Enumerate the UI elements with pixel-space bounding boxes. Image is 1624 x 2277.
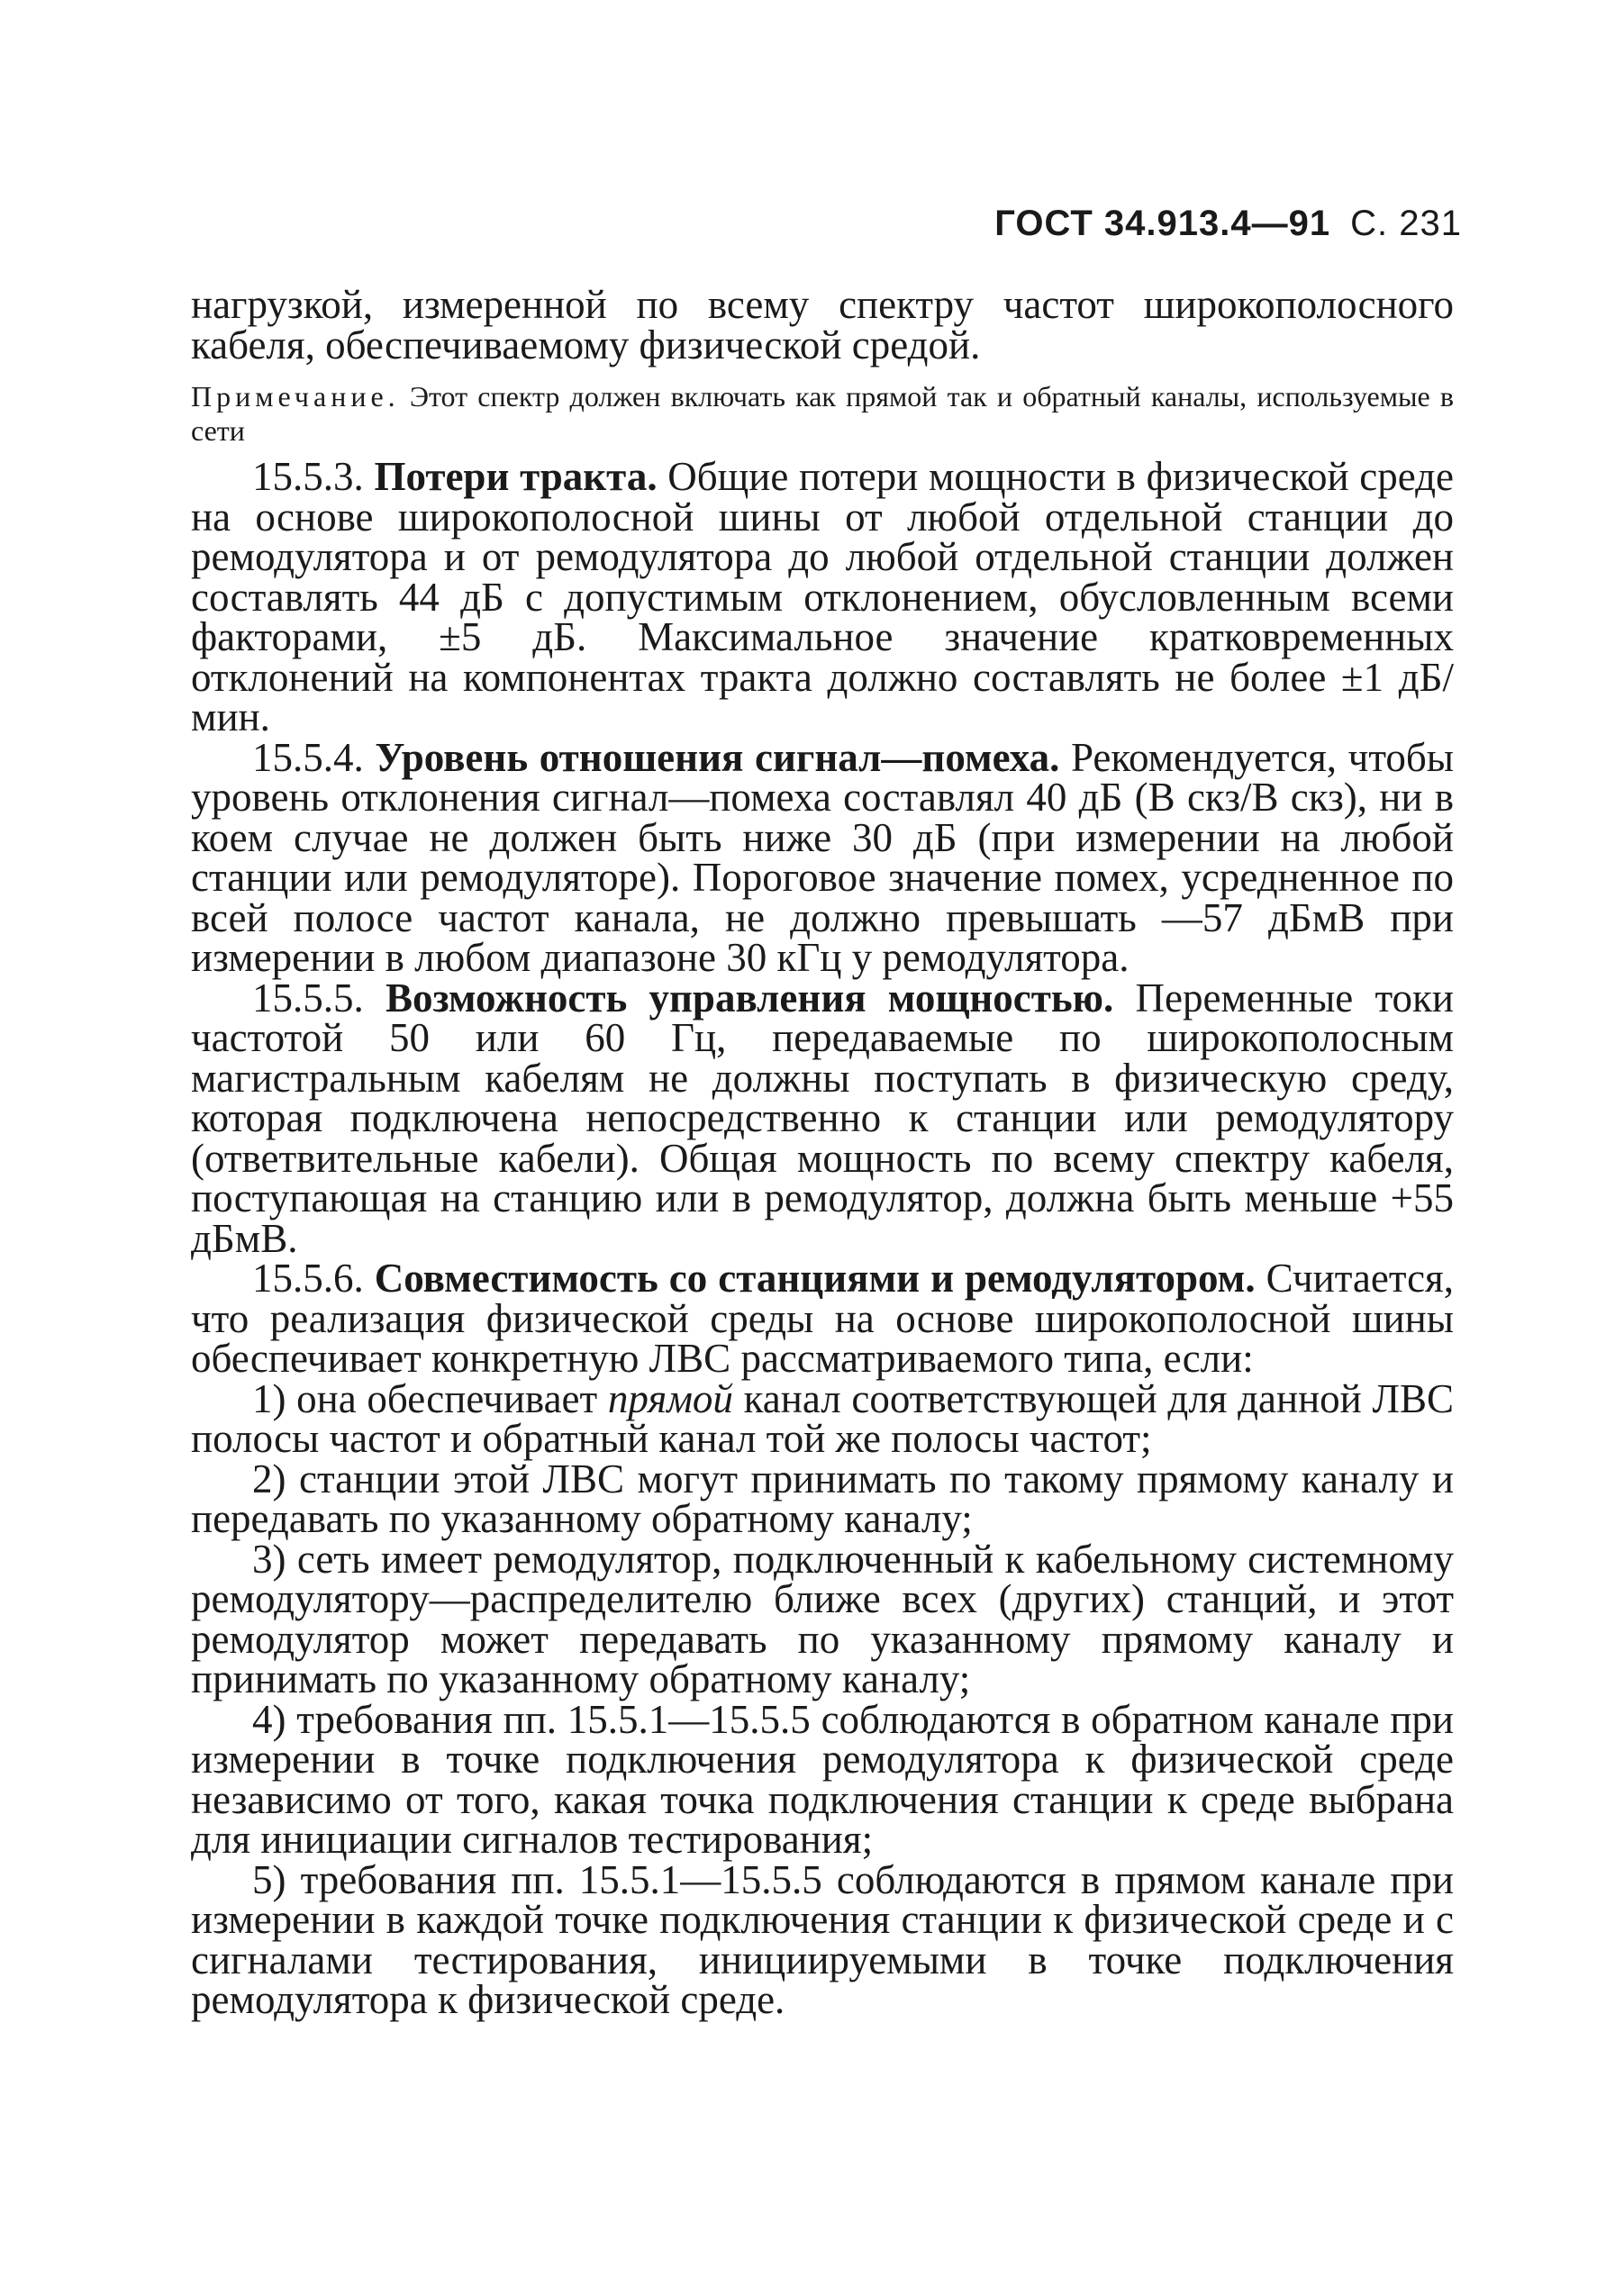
section-number: 15.5.6. — [252, 1256, 375, 1301]
list-item-2: 2) станции этой ЛВС могут принимать по такому прямому каналу и передавать по указанному обратному каналу; — [191, 1456, 1454, 1541]
document-body — [191, 282, 1455, 2022]
note-label: Примечание. — [191, 380, 400, 413]
list-text: 1) она обеспечивает — [252, 1375, 608, 1421]
section-15-5-3 — [191, 454, 1454, 739]
section-text: Переменные токи частотой 50 или 60 Гц, передаваемые по широкополосным магистральным кабелям не должны поступать в физическую среду, которая подключена непосредственно к станции или ремодулятору (ответвительные кабели). Общая мощность по всему спектру кабеля, поступающая на станцию или в ремодулятор, должна быть меньше +55 дБмВ. — [191, 975, 1454, 1261]
note-text: Этот спектр должен включать как прямой так и обратный каналы, используемые в сети — [191, 380, 1454, 447]
section-title: Совместимость со станциями и ремодулятором. — [374, 1256, 1256, 1301]
note — [191, 379, 1454, 448]
list-text: канал соответствующей для данной ЛВС полосы частот и обратный канал той же полосы частот; — [191, 1375, 1454, 1461]
standard-number: ГОСТ 34.913.4—91 — [994, 204, 1331, 243]
section-15-5-6 — [191, 1258, 1454, 1379]
emphasis: прямой — [607, 1375, 733, 1421]
section-15-5-4 — [191, 734, 1455, 980]
section-number: 15.5.4. — [252, 734, 376, 780]
list-item-5: 5) требования пп. 15.5.1—15.5.5 соблюдаются в прямом канале при измерении в каждой точке подключения станции к физической среде и с сигналами тестирования, инициируемыми в точке подключения ремодулятора к физической среде. — [191, 1856, 1454, 2022]
list-item-4: 4) требования пп. 15.5.1—15.5.5 соблюдаются в обратном канале при измерении в точке подключения ремодулятора к физической среде независимо от того, какая точка подключения станции к среде выбрана для инициации сигналов тестирования; — [191, 1696, 1454, 1862]
section-15-5-5 — [191, 975, 1454, 1261]
section-text: Рекомендуется, чтобы уровень отклонения сигнал—помеха составлял 40 дБ (В скз/В скз), ни в коем случае не должен быть ниже 30 дБ (при измерении на любой станции или ремодуляторе). Пороговое значение помех, усредненное по всей полосе частот канала, не должно превышать —57 дБмВ при измерении в любом диапазоне 30 кГц у ремодулятора. — [191, 734, 1455, 980]
page-number: С. 231 — [1350, 204, 1462, 243]
section-title: Потери тракта. — [374, 454, 658, 499]
section-number: 15.5.3. — [252, 454, 375, 499]
section-title: Возможность управления мощностью. — [385, 975, 1114, 1021]
list-item-3: 3) сеть имеет ремодулятор, подключенный к кабельному системному ремодулятору—распределителю ближе всех (других) станций, и этот ремодулятор может передавать по указанному прямому каналу и принимать по указанному обратному каналу; — [191, 1536, 1454, 1701]
section-title: Уровень отношения сигнал—помеха. — [375, 734, 1060, 780]
continuation-paragraph: нагрузкой, измеренной по всему спектру частот широкополосного кабеля, обеспечиваемому физической средой. — [191, 282, 1454, 367]
section-number: 15.5.5. — [252, 975, 386, 1021]
page-header — [994, 204, 1462, 244]
section-text: Общие потери мощности в физической среде на основе широкополосной шины от любой отдельной станции до ремодулятора и от ремодулятора до любой отдельной станции должен составлять 44 дБ с допустимым отклонением, обусловленным всеми факторами, ±5 дБ. Максимальное значение кратковременных отклонений на компонентах тракта должно составлять не более ±1 дБ/мин. — [191, 454, 1454, 739]
list-item-1 — [191, 1375, 1454, 1461]
section-text: Считается, что реализация физической среды на основе широкополосной шины обеспечивает конкретную ЛВС рассматриваемого типа, если: — [191, 1256, 1455, 1381]
